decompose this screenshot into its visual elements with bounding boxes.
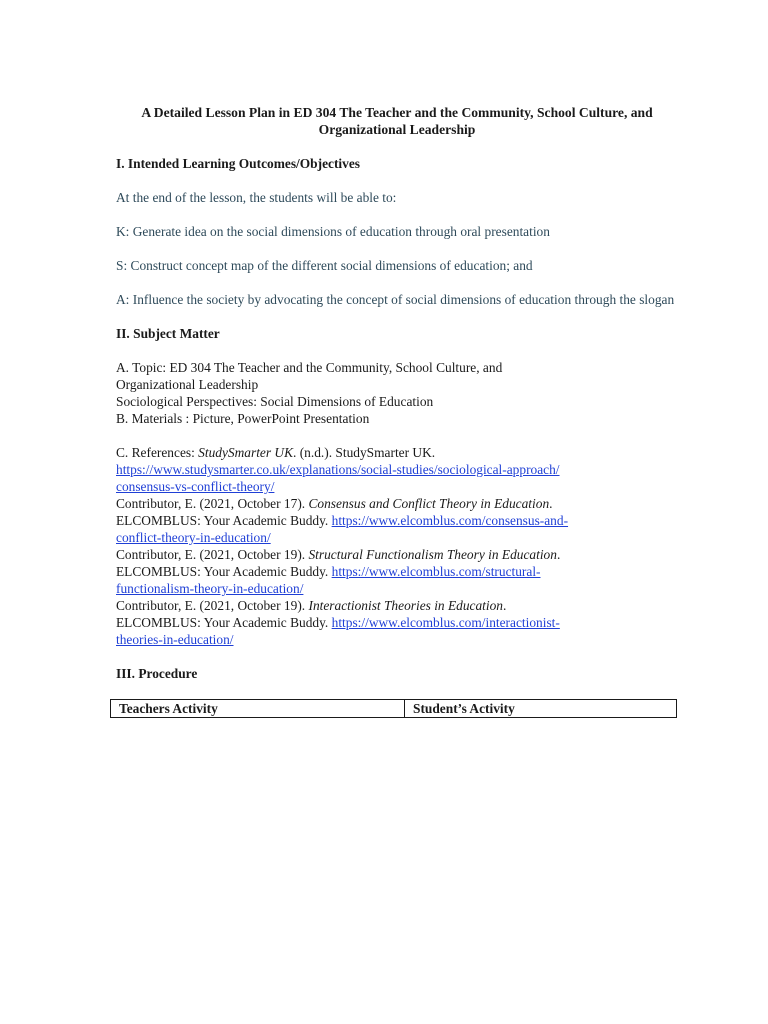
subject-matter-heading: II. Subject Matter — [116, 326, 220, 341]
reference-1-link-line-2[interactable] — [116, 478, 678, 495]
teachers-activity-header: Teachers Activity — [111, 700, 405, 718]
perspectives-line: Sociological Perspectives: Social Dimensions of Education — [116, 394, 434, 409]
topic-line-2: Organizational Leadership — [116, 377, 259, 392]
reference-4-citation — [116, 597, 678, 614]
reference-2-publisher-line — [116, 512, 678, 529]
document-page — [116, 104, 678, 718]
subject-matter-block — [116, 359, 678, 427]
reference-2-link-part-1[interactable]: https://www.elcomblus.com/consensus-and- — [331, 513, 569, 528]
objective-attitude: A: Influence the society by advocating the concept of social dimensions of education through the slogan — [116, 292, 675, 307]
reference-3-link-part-1[interactable]: https://www.elcomblus.com/structural- — [331, 564, 541, 579]
reference-3-title: Structural Functionalism Theory in Education — [308, 547, 557, 562]
topic-line-1: A. Topic: ED 304 The Teacher and the Community, School Culture, and — [116, 360, 503, 375]
reference-2-link-line-2[interactable] — [116, 529, 678, 546]
reference-4-publisher: ELCOMBLUS: Your Academic Buddy. — [116, 615, 332, 630]
procedure-heading: III. Procedure — [116, 666, 198, 681]
reference-1-citation — [116, 444, 678, 461]
reference-1-link-part-1[interactable]: https://www.studysmarter.co.uk/explanations/social-studies/sociological-approach/ — [116, 462, 560, 477]
reference-3-citation — [116, 546, 678, 563]
reference-3-period: . — [556, 547, 561, 562]
reference-2-author: Contributor, E. (2021, October 17). — [116, 496, 309, 511]
reference-2-publisher: ELCOMBLUS: Your Academic Buddy. — [116, 513, 332, 528]
reference-3-author: Contributor, E. (2021, October 19). — [116, 547, 309, 562]
reference-2-link-part-2[interactable]: conflict-theory-in-education/ — [116, 530, 271, 545]
references-label: C. References: — [116, 445, 199, 460]
reference-2-title: Consensus and Conflict Theory in Education — [308, 496, 550, 511]
reference-2-citation — [116, 495, 678, 512]
reference-3-link-line-2[interactable] — [116, 580, 678, 597]
references-block — [116, 444, 678, 648]
table-row — [111, 700, 677, 718]
reference-1-link-line-1[interactable] — [116, 461, 678, 478]
reference-4-period: . — [503, 598, 507, 613]
objective-skill: S: Construct concept map of the different social dimensions of education; and — [116, 258, 533, 273]
reference-4-publisher-line — [116, 614, 678, 631]
reference-4-author: Contributor, E. (2021, October 19). — [116, 598, 309, 613]
reference-1-rest: . (n.d.). StudySmarter UK. — [293, 445, 436, 460]
reference-3-link-part-2[interactable]: functionalism-theory-in-education/ — [116, 581, 304, 596]
document-title: A Detailed Lesson Plan in ED 304 The Teacher and the Community, School Culture, and Organizational Leadership — [141, 105, 653, 137]
objectives-intro: At the end of the lesson, the students will be able to: — [116, 190, 397, 205]
reference-4-link-part-1[interactable]: https://www.elcomblus.com/interactionist- — [331, 615, 560, 630]
reference-3-publisher-line — [116, 563, 678, 580]
reference-4-link-line-2[interactable] — [116, 631, 678, 648]
students-activity-header: Student’s Activity — [405, 700, 677, 718]
reference-1-title: StudySmarter UK — [198, 445, 294, 460]
objective-knowledge: K: Generate idea on the social dimensions of education through oral presentation — [116, 224, 550, 239]
materials-line: B. Materials : Picture, PowerPoint Presentation — [116, 411, 370, 426]
objectives-heading: I. Intended Learning Outcomes/Objectives — [116, 156, 360, 171]
reference-1-link-part-2[interactable]: consensus-vs-conflict-theory/ — [116, 479, 275, 494]
reference-2-period: . — [549, 496, 553, 511]
reference-4-link-part-2[interactable]: theories-in-education/ — [116, 632, 234, 647]
procedure-table — [110, 699, 677, 718]
reference-4-title: Interactionist Theories in Education — [308, 598, 504, 613]
reference-3-publisher: ELCOMBLUS: Your Academic Buddy. — [116, 564, 332, 579]
